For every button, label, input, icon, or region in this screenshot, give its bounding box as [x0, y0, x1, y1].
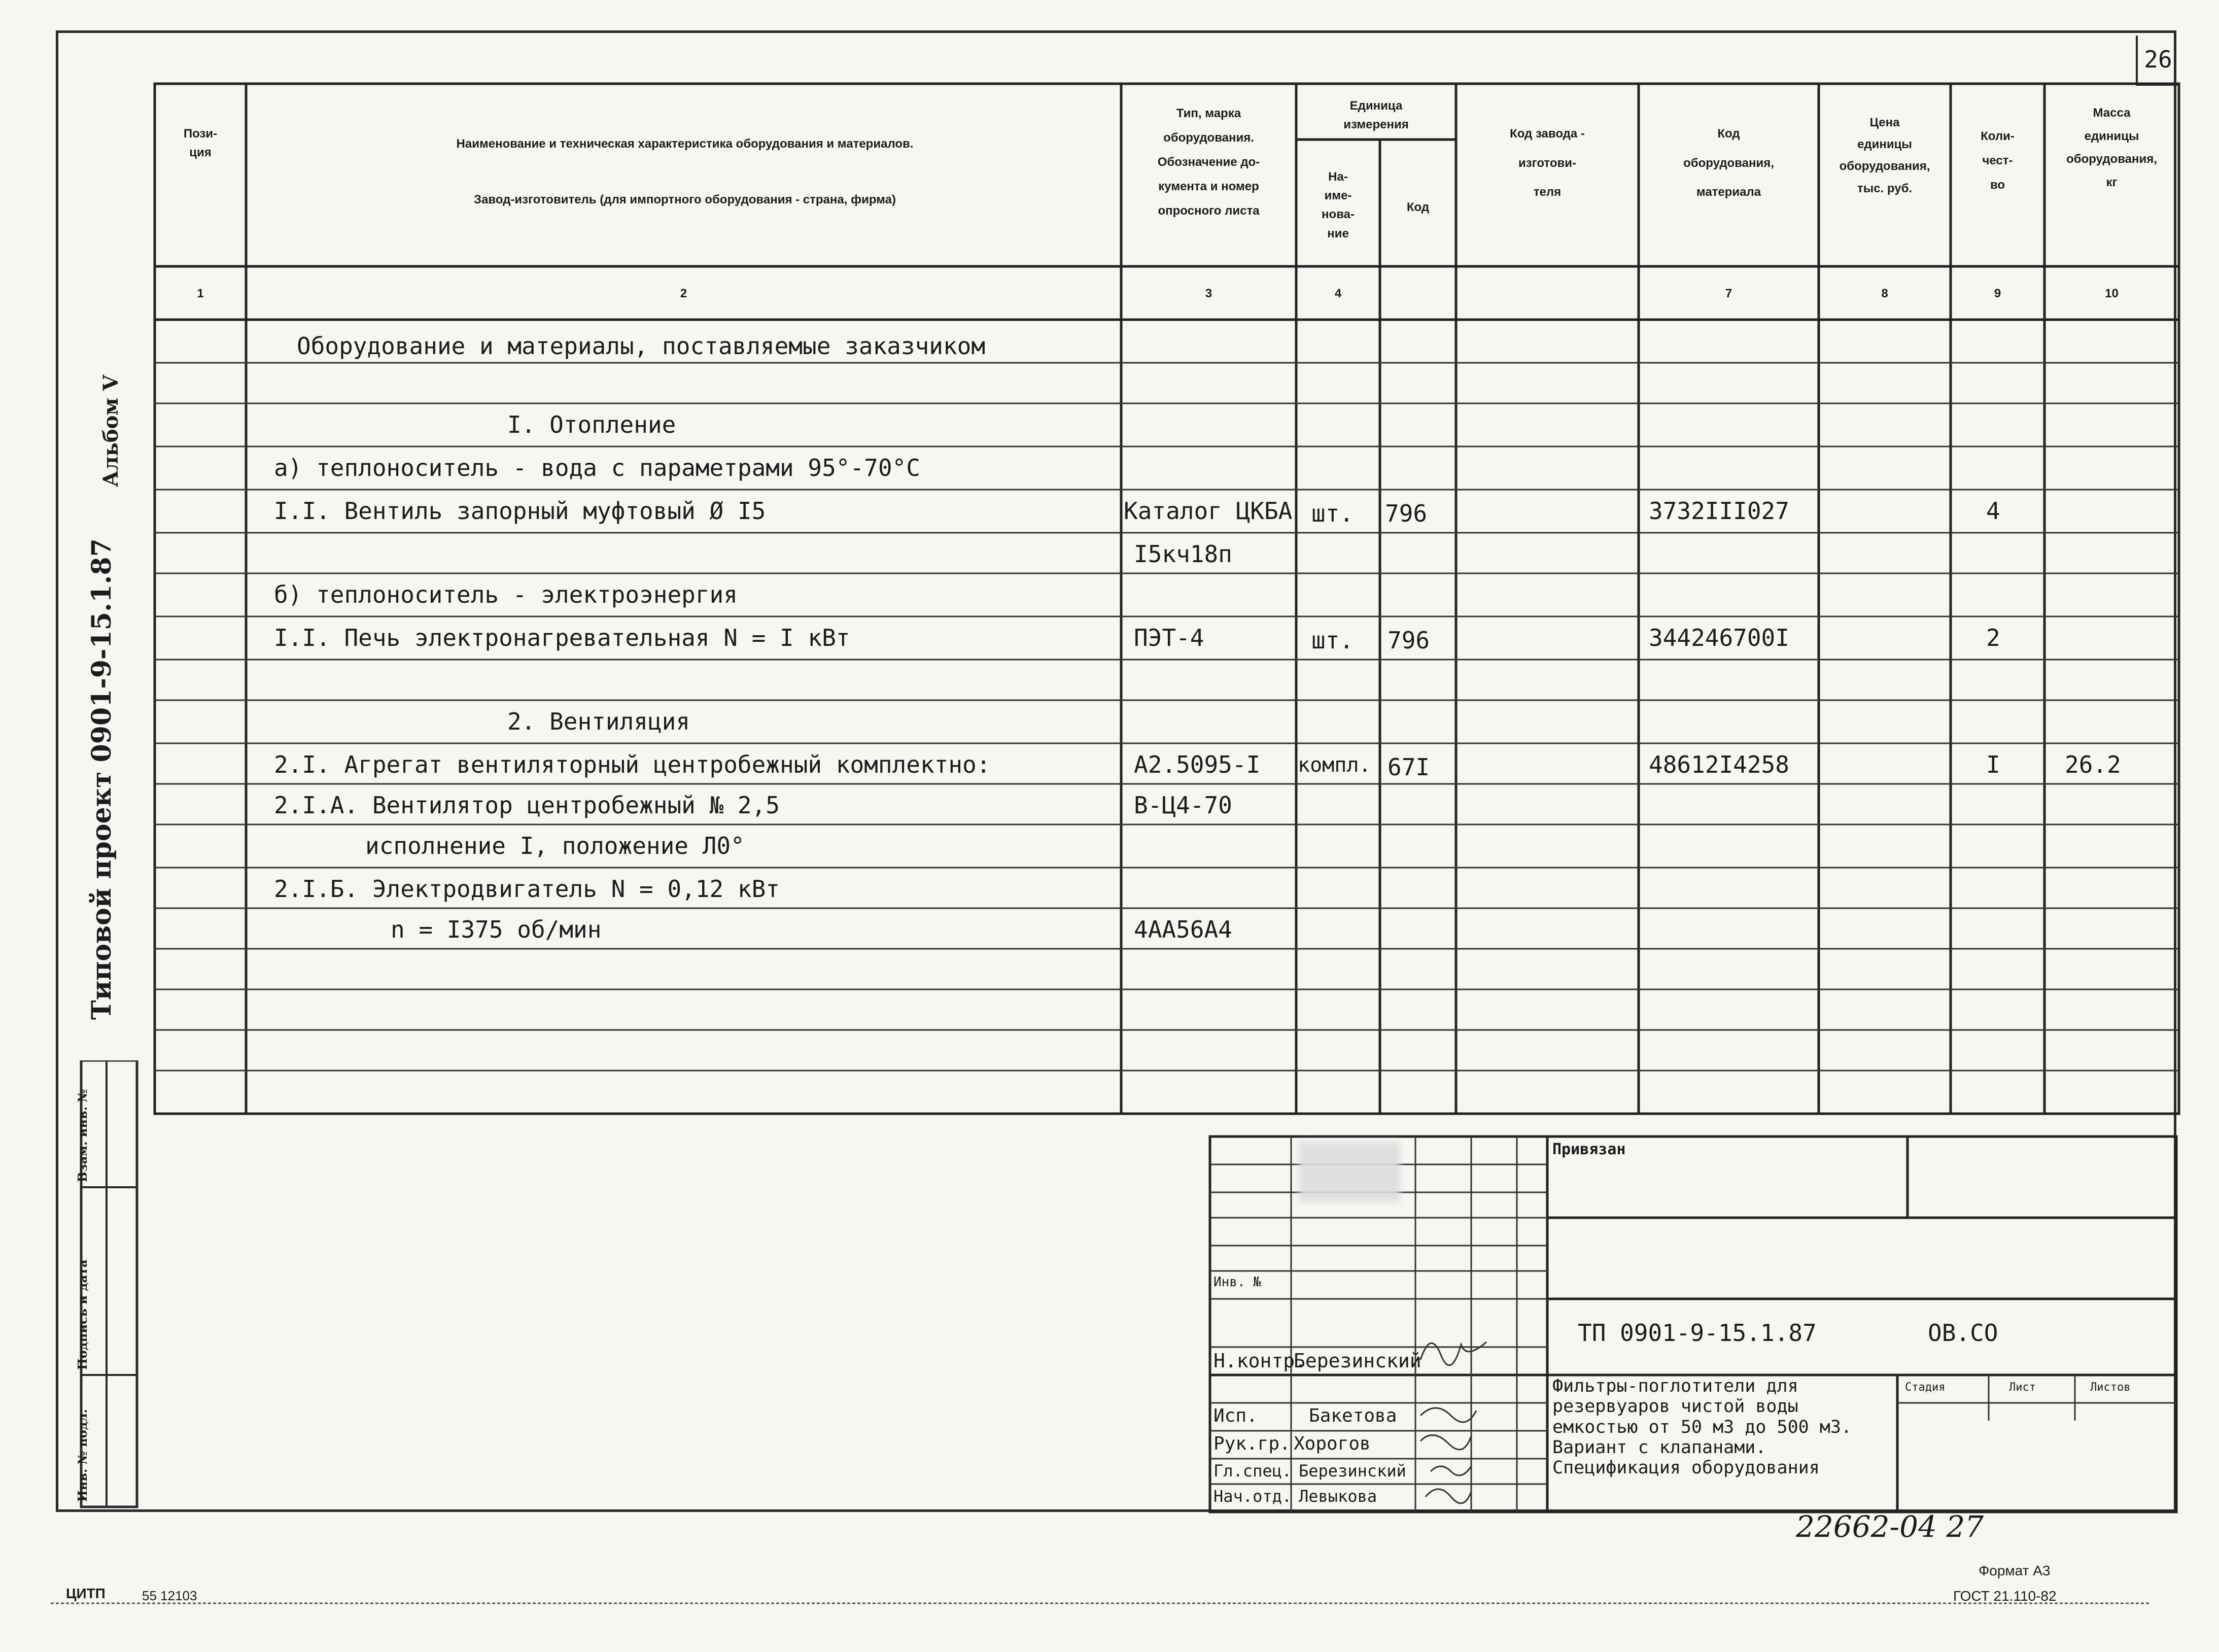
- footer-org: ЦИТП: [66, 1586, 106, 1601]
- col-header-type: Тип, марка оборудования. Обозначение до- кумента и номер опросного листа: [1157, 107, 1260, 218]
- col-header-mass: Масса единицы оборудования, кг: [2066, 106, 2157, 189]
- table-cell-name: исполнение I, положение Л0°: [365, 832, 745, 859]
- signature-marks: [1410, 1319, 1563, 1522]
- table-cell-code: 796: [1388, 627, 1430, 654]
- table-cell-mass: 26.2: [2065, 751, 2121, 778]
- table-cell-qty: 2: [1986, 624, 2000, 651]
- signer-name: Левыкова: [1299, 1487, 1377, 1506]
- col-number: 2: [680, 287, 687, 300]
- table-cell-name: 2.I.Б. Электродвигатель N = 0,12 кВт: [274, 875, 780, 903]
- table-cell-material-code: 344246700I: [1649, 624, 1789, 651]
- col-number: 7: [1725, 287, 1732, 300]
- table-cell-unit: шт.: [1311, 500, 1354, 527]
- table-cell-qty: 4: [1986, 497, 2000, 525]
- col-header-unit-group: Единица измерения: [1343, 99, 1409, 132]
- footer-gost: ГОСТ 21.110-82: [1953, 1588, 2057, 1604]
- col-number: 10: [2105, 287, 2119, 300]
- archive-number: 22662-04 27: [1796, 1509, 1984, 1544]
- signer-name: Хорогов: [1294, 1433, 1371, 1454]
- table-cell-type: ПЭТ-4: [1134, 624, 1204, 651]
- signer-name: Бакетова: [1309, 1405, 1397, 1426]
- col-header-name-line2: Завод-изготовитель (для импортного оборудования - страна, фирма): [474, 193, 896, 206]
- table-cell-type: Каталог ЦКБА: [1124, 497, 1293, 525]
- table-cell-material-code: 3732III027: [1649, 497, 1789, 525]
- col-header-unit-code: Код: [1406, 200, 1430, 214]
- table-cell-qty: I: [1986, 751, 2000, 778]
- format-label: Формат А3: [1979, 1563, 2051, 1578]
- sheet-number: 26: [2136, 36, 2178, 86]
- stamp-field: Инв. № подл.: [75, 1409, 90, 1502]
- table-cell-name: 2. Вентиляция: [507, 708, 690, 735]
- stamp-field: Взам. инв. №: [75, 1089, 90, 1182]
- table-cell-name: 2.I. Агрегат вентиляторный центробежный комплектно:: [274, 751, 991, 778]
- col-number: 3: [1205, 287, 1212, 300]
- table-cell-name: 2.I.А. Вентилятор центробежный № 2,5: [274, 791, 780, 819]
- table-cell-name: I.I. Вентиль запорный муфтовый Ø I5: [274, 497, 766, 525]
- table-cell-type: I5кч18п: [1134, 540, 1232, 568]
- col-header-name-line1: Наименование и техническая характеристика оборудования и материалов.: [456, 137, 914, 151]
- col-header-unit-name: На- име- нова- ние: [1322, 170, 1355, 240]
- document-code: ТП 0901-9-15.1.87: [1578, 1319, 1817, 1347]
- col-number: 4: [1334, 287, 1342, 300]
- table-cell-name: б) теплоноситель - электроэнергия: [274, 581, 738, 608]
- table-cell-code: 796: [1385, 500, 1428, 527]
- signer-role: Нач.отд.: [1213, 1487, 1292, 1506]
- signer-role: Н.контр.: [1213, 1350, 1307, 1372]
- table-cell-material-code: 48612I4258: [1649, 751, 1789, 778]
- sheet-label: Лист: [2009, 1381, 2036, 1394]
- project-label: Типовой проект 0901-9-15.1.87: [86, 538, 117, 1020]
- signer-role: Рук.гр.: [1213, 1433, 1291, 1454]
- table-cell-name: n = I375 об/мин: [391, 916, 602, 943]
- col-header-price: Цена единицы оборудования, тыс. руб.: [1839, 116, 1930, 195]
- table-cell-unit: шт.: [1311, 627, 1354, 654]
- col-header-plant-code: Код завода - изготови- теля: [1510, 127, 1585, 199]
- sheets-total-label: Листов: [2090, 1381, 2131, 1394]
- sheet-code: ОВ.СО: [1928, 1319, 1998, 1347]
- table-cell-type: В-Ц4-70: [1134, 791, 1232, 819]
- signer-name: Березинский: [1299, 1461, 1406, 1481]
- footer-order-number: 55 12103: [142, 1588, 197, 1603]
- col-header-position: Пози- ция: [183, 127, 218, 160]
- table-cell-name: I. Отопление: [507, 411, 676, 438]
- col-header-material-code: Код оборудования, материала: [1683, 127, 1774, 199]
- redacted-area: [1299, 1142, 1400, 1202]
- footer-line: [0, 1598, 2219, 1613]
- table-cell-code: 67I: [1388, 753, 1430, 781]
- inv-label: Инв. №: [1213, 1275, 1261, 1290]
- stamp-field: Подпись и дата: [75, 1259, 90, 1370]
- drawing-description: Фильтры-поглотители для резервуаров чистой воды емкостью от 50 м3 до 500 м3. Вариант с клапанами. Спецификация оборудования: [1552, 1376, 1852, 1478]
- signer-role: Гл.спец.: [1213, 1461, 1292, 1481]
- col-header-qty: Коли- чест- во: [1981, 129, 2015, 192]
- table-cell-name: Оборудование и материалы, поставляемые заказчиком: [297, 332, 986, 360]
- table-cell-type: А2.5095-I: [1134, 751, 1261, 778]
- album-label: Альбом V: [99, 375, 123, 487]
- linked-label: Привязан: [1552, 1141, 1626, 1158]
- signer-name: Березинский: [1294, 1350, 1421, 1372]
- table-cell-type: 4АА56А4: [1134, 916, 1232, 943]
- col-number: 9: [1994, 287, 2001, 300]
- col-number: 1: [197, 287, 204, 300]
- col-number: 8: [1881, 287, 1888, 300]
- signer-role: Исп.: [1213, 1405, 1258, 1426]
- stage-label: Стадия: [1905, 1381, 1946, 1394]
- table-cell-name: I.I. Печь электронагревательная N = I кВт: [274, 624, 850, 651]
- table-cell-unit: компл.: [1298, 753, 1371, 777]
- table-cell-name: а) теплоноситель - вода с параметрами 95°-70°С: [274, 454, 920, 481]
